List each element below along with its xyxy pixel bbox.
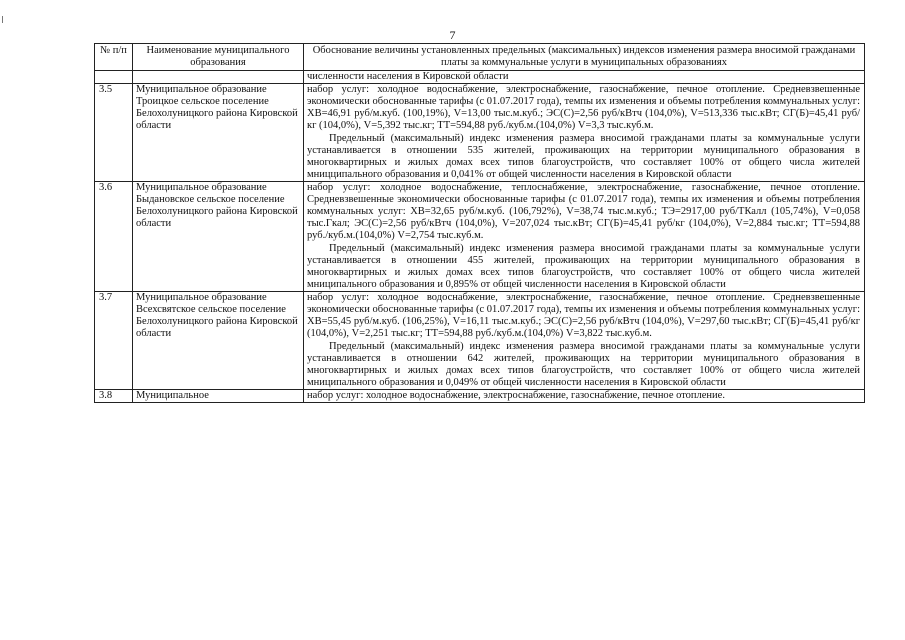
table-row	[95, 84, 865, 182]
index-paragraph: Предельный (максимальный) индекс изменения размера вносимой гражданами платы за коммунальные услуги устанавливается в отношении 642 жителей, проживающих на территории муниципального образования в многоквартирных и жилых домах всех типов благоустройств, что составляет 100% от общего числа жителей мниципального образования и 0,049% от общей численности населения в Кировской области	[307, 341, 860, 388]
index-paragraph: Предельный (максимальный) индекс изменения размера вносимой гражданами платы за коммунальные услуги устанавливается в отношении 535 жителей, проживающих на территории муниципального образования в многоквартирных и жилых домах всех типов благоустройств, что составляет 100% от общего числа жителей мницципального образования и 0,041% от общей численности населения в Кировской области	[307, 133, 860, 180]
justification-cell	[304, 84, 865, 182]
justification-cell	[304, 390, 865, 403]
row-number: 3.5	[95, 84, 133, 182]
justification-cell	[304, 182, 865, 292]
tariff-table	[94, 43, 865, 403]
row-number: 3.8	[95, 390, 133, 403]
row-number: 3.6	[95, 182, 133, 292]
table-row	[95, 390, 865, 403]
table-row	[95, 292, 865, 390]
municipality-name: Муниципальное образование Всехсвятское сельское поселение Белохолуницкого района Кировской области	[133, 292, 304, 390]
table-header-row	[95, 44, 865, 71]
page-number: 7	[449, 28, 456, 42]
table-row	[95, 182, 865, 292]
services-paragraph: набор услуг: холодное водоснабжение, теплоснабжение, электроснабжение, газоснабжение, печное отопление. Средневзвешенные экономически обоснованные тарифы (с 01.07.2017 года), темпы их изменения и объемы потребления коммунальных услуг: ХВ=32,65 руб/м.куб. (106,792%), V=38,74 тыс.м.куб.; ТЭ=2917,00 руб/ТКалл (105,74%), V=0,058 тыс.Гкал; ЭС(С)=2,56 руб/кВтч (104,0%), V=207,024 тыс.кВт; СГ(Б)=45,41 руб/кг (104,0%), V=2,884 тыс.кг; ТТ=594,88 руб./куб.м.(104,0%) V=2,754 тыс.куб.м.	[307, 182, 860, 241]
scan-mark	[2, 16, 3, 23]
cell-empty	[133, 71, 304, 84]
header-justification: Обоснование величины установленных предельных (максимальных) индексов изменения размера вносимой гражданами платы за коммунальные услуги в муниципальных образованиях	[304, 44, 865, 71]
justification-cell	[304, 292, 865, 390]
cell-empty	[95, 71, 133, 84]
index-paragraph: Предельный (максимальный) индекс изменения размера вносимой гражданами платы за коммунальные услуги устанавливается в отношении 455 жителей, проживающих на территории муниципального образования в многоквартирных и жилых домах всех типов благоустройств, что составляет 100% от общего числа жителей мниципального образования и 0,895% от общей численности населения в Кировской области	[307, 243, 860, 290]
services-paragraph: набор услуг: холодное водоснабжение, электроснабжение, газоснабжение, печное отопление. Средневзвешенные экономически обоснованные тарифы (с 01.07.2017 года), темпы их изменения и объемы потребления коммунальных услуг: ХВ=46,91 руб/м.куб. (100,19%), V=13,00 тыс.м.куб.; ЭС(С)=2,56 руб/кВтч (104,0%), V=513,336 тыс.кВт; СГ(Б)=45,41 руб/кг (104,0%), V=5,392 тыс.кг; ТТ=594,88 руб./куб.м.(104,0%) V=3,3 тыс.куб.м.	[307, 84, 860, 131]
table-row-carry-over	[95, 71, 865, 84]
header-number: № п/п	[95, 44, 133, 71]
municipality-name: Муниципальное образование Быдановское сельское поселение Белохолуницкого района Кировской области	[133, 182, 304, 292]
municipality-name: Муниципальное образование Троицкое сельское поселение Белохолуницкого района Кировской области	[133, 84, 304, 182]
header-municipality: Наименование муниципального образования	[133, 44, 304, 71]
services-paragraph: набор услуг: холодное водоснабжение, электроснабжение, газоснабжение, печное отопление. Средневзвешенные экономически обоснованные тарифы (с 01.07.2017 года), темпы их изменения и объемы потребления коммунальных услуг: ХВ=55,45 руб/м.куб. (106,25%), V=16,11 тыс.м.куб.; ЭС(С)=2,56 руб/кВтч (104,0%), V=297,60 тыс.кВт; СГ(Б)=45,41 руб/кг (104,0%), V=2,251 тыс.кг; ТТ=594,88 руб./куб.м.(104,0%) V=3,822 тыс.куб.м.	[307, 292, 860, 339]
municipality-name: Муниципальное	[133, 390, 304, 403]
services-paragraph: набор услуг: холодное водоснабжение, электроснабжение, газоснабжение, печное отопление.	[307, 390, 725, 401]
row-number: 3.7	[95, 292, 133, 390]
carry-over-text: численности населения в Кировской области	[304, 71, 865, 84]
